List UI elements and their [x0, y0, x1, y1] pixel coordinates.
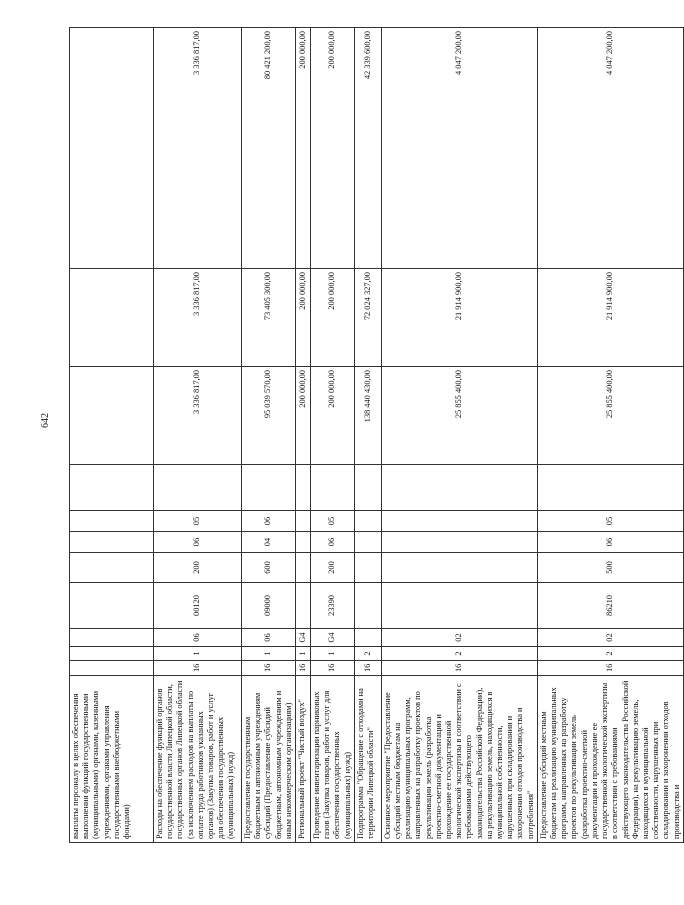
code-cell: 06 [311, 532, 355, 553]
code-cell [70, 661, 154, 676]
code-cell: 200 [311, 553, 355, 583]
amount-cell: 200 000,00 [311, 269, 355, 367]
code-cell [354, 583, 381, 629]
code-cell: 1 [311, 647, 355, 661]
code-cell: 2 [381, 647, 537, 661]
code-cell: G4 [311, 629, 355, 647]
row-name: Основное мероприятие "Предоставление субсидий местным бюджетам на реализацию муниципальных программ, направленных на разработку проектов по рекультивации земель (разработка проектно-сметной документации и прохождение ее государственной экологической экспертизы в соответствии с требованиями действующего законодательства Российской Федерации), на рекультивацию земель, находящихся в муниципальной собственности, нарушенных при складировании и захоронении отходов производства и потребления" [381, 676, 537, 843]
code-cell: 600 [242, 553, 296, 583]
code-cell: 2 [537, 647, 683, 661]
code-cell [70, 532, 154, 553]
code-cell: 23390 [311, 583, 355, 629]
code-cell [381, 511, 537, 532]
row-name: Региональный проект "Чистый воздух" [296, 676, 311, 843]
row-name: выплаты персоналу в целях обеспечения выполнения функций государственными (муниципальными) органами, казенными учреждениями, органами управления государственными внебюджетными фондами) [70, 676, 154, 843]
amount-cell: 4 047 200,00 [381, 28, 537, 269]
code-cell: 04 [242, 532, 296, 553]
code-cell: 16 [354, 661, 381, 676]
code-cell: 06 [154, 532, 242, 553]
table-row [354, 28, 381, 843]
code-cell: 00120 [154, 583, 242, 629]
row-name: Предоставление государственным бюджетным и автономным учреждениям субсидий (Предоставление субсидий бюджетным, автономным учреждениям и иным некоммерческим организациям) [242, 676, 296, 843]
code-cell [354, 465, 381, 511]
code-cell: 05 [537, 511, 683, 532]
code-cell [70, 553, 154, 583]
code-cell: 16 [296, 661, 311, 676]
code-cell: 200 [154, 553, 242, 583]
code-cell: 06 [537, 532, 683, 553]
table-row [242, 28, 296, 843]
table-row [311, 28, 355, 843]
amount-cell: 95 039 570,00 [242, 367, 296, 465]
code-cell: 02 [537, 629, 683, 647]
amount-cell: 73 405 300,00 [242, 269, 296, 367]
code-cell [296, 553, 311, 583]
row-name: Расходы на обеспечение функций органов государственной власти Липецкой области, государственных органов Липецкой области (за исключением расходов на выплаты по оплате труда работников указанных органов) (Закупка товаров, работ и услуг для обеспечения государственных (муниципальных) нужд) [154, 676, 242, 843]
code-cell [70, 629, 154, 647]
table-row [296, 28, 311, 843]
code-cell: 1 [154, 647, 242, 661]
code-cell: 86210 [537, 583, 683, 629]
table-row [381, 28, 537, 843]
table-row [70, 28, 154, 843]
amount-cell: 72 024 327,00 [354, 269, 381, 367]
code-cell [354, 511, 381, 532]
row-name: Проведение инвентаризации парниковых газов (Закупка товаров, работ и услуг для обеспечения государственных (муниципальных) нужд) [311, 676, 355, 843]
code-cell: 1 [296, 647, 311, 661]
amount-cell: 21 914 900,00 [381, 269, 537, 367]
amount-cell: 4 047 200,00 [537, 28, 683, 269]
code-cell: 06 [242, 511, 296, 532]
code-cell: 09000 [242, 583, 296, 629]
amount-cell: 200 000,00 [311, 28, 355, 269]
amount-cell: 200 000,00 [296, 269, 311, 367]
code-cell: 05 [154, 511, 242, 532]
code-cell: 06 [154, 629, 242, 647]
amount-cell: 138 440 430,00 [354, 367, 381, 465]
code-cell [537, 465, 683, 511]
amount-cell [70, 28, 154, 269]
code-cell: 2 [354, 647, 381, 661]
code-cell: 02 [381, 629, 537, 647]
code-cell [311, 465, 355, 511]
code-cell: 500 [537, 553, 683, 583]
page-number: 642 [40, 413, 51, 428]
code-cell: 16 [242, 661, 296, 676]
code-cell: 05 [311, 511, 355, 532]
amount-cell: 3 336 817,00 [154, 367, 242, 465]
code-cell [296, 532, 311, 553]
amount-cell [70, 269, 154, 367]
code-cell: 06 [242, 629, 296, 647]
amount-cell: 80 421 200,00 [242, 28, 296, 269]
code-cell [154, 465, 242, 511]
code-cell [70, 465, 154, 511]
code-cell: 1 [242, 647, 296, 661]
code-cell [381, 583, 537, 629]
amount-cell [70, 367, 154, 465]
rotated-page-content [69, 28, 681, 843]
amount-cell: 25 855 400,00 [381, 367, 537, 465]
code-cell [70, 583, 154, 629]
code-cell [354, 553, 381, 583]
code-cell: 16 [311, 661, 355, 676]
code-cell: G4 [296, 629, 311, 647]
code-cell [381, 553, 537, 583]
code-cell [70, 647, 154, 661]
row-name: Подпрограмма "Обращение с отходами на территории Липецкой области" [354, 676, 381, 843]
code-cell [354, 629, 381, 647]
amount-cell: 21 914 900,00 [537, 269, 683, 367]
row-name: Предоставление субсидий местным бюджетам на реализацию муниципальных программ, направленных на разработку проектов по рекультивации земель (разработка проектно-сметной документации и прохождение ее государственной экологической экспертизы в соответствии с требованиями действующего законодательства Российской Федерации), на рекультивацию земель, находящихся в муниципальной собственности, нарушенных при складировании и захоронении отходов производства и [537, 676, 683, 843]
budget-table [69, 27, 684, 843]
code-cell [381, 532, 537, 553]
amount-cell: 200 000,00 [311, 367, 355, 465]
amount-cell: 200 000,00 [296, 367, 311, 465]
code-cell: 16 [537, 661, 683, 676]
code-cell: 16 [154, 661, 242, 676]
amount-cell: 42 339 600,00 [354, 28, 381, 269]
code-cell: 16 [381, 661, 537, 676]
table-row [537, 28, 683, 843]
table-row [154, 28, 242, 843]
amount-cell: 25 855 400,00 [537, 367, 683, 465]
amount-cell: 200 000,00 [296, 28, 311, 269]
code-cell [242, 465, 296, 511]
code-cell [296, 511, 311, 532]
code-cell [354, 532, 381, 553]
amount-cell: 3 336 817,00 [154, 28, 242, 269]
code-cell [296, 583, 311, 629]
code-cell [296, 465, 311, 511]
code-cell [381, 465, 537, 511]
code-cell [70, 511, 154, 532]
amount-cell: 3 336 817,00 [154, 269, 242, 367]
